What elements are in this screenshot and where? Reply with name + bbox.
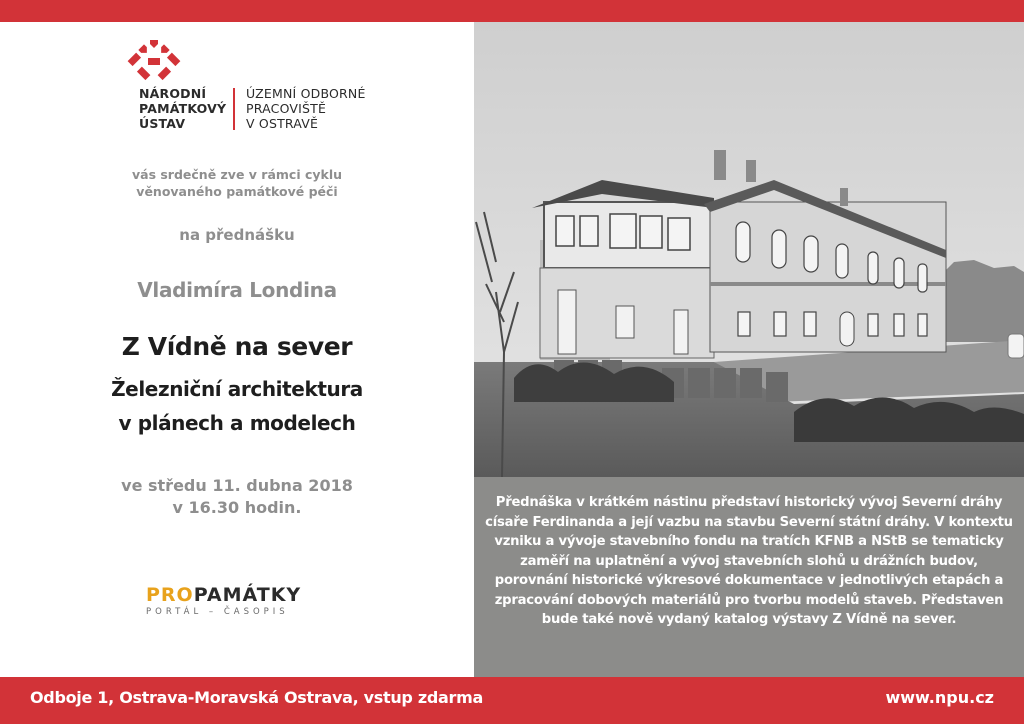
railway-building-photo [474,22,1024,477]
speaker-name: Vladimíra Londina [137,278,337,302]
lecture-label: na přednášku [179,226,295,244]
propamatky-accent: PRO [146,584,194,606]
logo-unit-line: ÚZEMNÍ ODBORNÉ [246,86,366,101]
website-link[interactable]: www.npu.cz [885,688,994,707]
logo-org-name [139,86,226,131]
lecture-description: Přednáška v krátkém nástinu představí historický vývoj Severní dráhy císaře Ferdinanda a její vazbu na stavbu Severní státní dráhy. V kontextu vzniku a vývoje stavebního fondu na tratích KFNB a NStB se tematicky zaměří na uplatnění a vývoj stavebních slohů u drážních budov, porovnání historické výkresové dokumentace v jednotlivých etapách a zpracování dobových materiálů pro tvorbu modelů staveb. Představen bude také nově vydaný katalog výstavy Z Vídně na sever. [485,495,1013,627]
lecture-title: Z Vídně na sever [121,332,353,361]
npu-logo-icon [122,38,186,84]
propamatky-tagline: PORTÁL – ČASOPIS [146,607,289,617]
subtitle-line: Železniční architektura [111,377,363,401]
logo-unit-name [246,86,366,131]
invitation-text [0,166,474,200]
event-address: Odboje 1, Ostrava-Moravská Ostrava, vstup zdarma [30,688,483,707]
logo-unit-line: V OSTRAVĚ [246,116,319,131]
propamatky-main: PAMÁTKY [193,584,302,606]
subtitle-line: v plánech a modelech [118,411,356,435]
logo-divider [233,88,235,130]
invitation-line: vás srdečně zve v rámci cyklu [131,167,343,182]
footer-bar [0,677,1024,724]
event-date: ve středu 11. dubna 2018 [121,476,353,495]
logo-org-line: NÁRODNÍ [139,86,207,101]
top-red-bar [0,0,1024,22]
logo-unit-line: PRACOVIŠTĚ [246,101,327,116]
description-panel [474,477,1024,677]
propamatky-logo [146,584,316,617]
building-photo-image [474,22,1024,477]
lecture-subtitle [0,372,474,440]
event-time: v 16.30 hodin. [172,498,302,517]
logo-org-line: PAMÁTKOVÝ [139,101,227,116]
invitation-line: věnovaného památkové péči [136,184,338,199]
logo-org-line: ÚSTAV [139,116,186,131]
propamatky-wordmark [146,584,316,606]
event-datetime [0,475,474,519]
